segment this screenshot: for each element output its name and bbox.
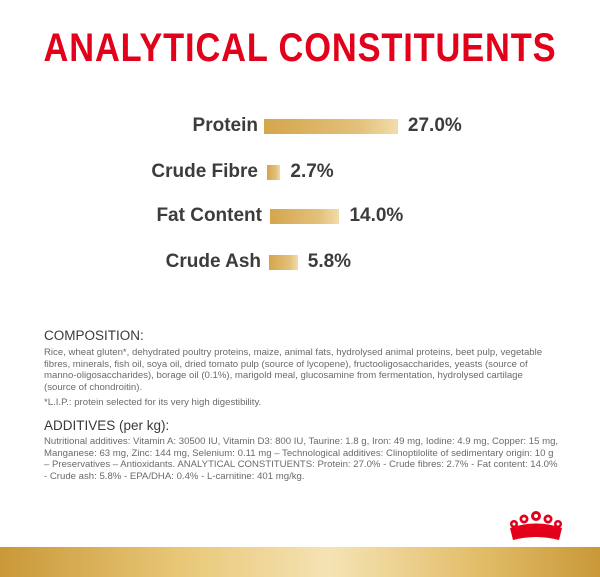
band-divider — [0, 543, 600, 547]
gold-band — [0, 547, 600, 577]
additives-line: – Preservatives – Antioxidants. ANALYTICAL CONSTITUENTS: Protein: 27.0% - Crude fibres: 2.7% - Fat content: 14.0% — [44, 459, 558, 471]
composition-line: Rice, wheat gluten*, dehydrated poultry proteins, maize, animal fats, hydrolysed animal proteins, beet pulp, vegetable — [44, 347, 543, 358]
constituent-label: Protein — [192, 115, 258, 136]
constituent-row-crude-fibre — [0, 157, 600, 187]
composition-line: (source of chondroitin). — [44, 381, 143, 393]
additives-text — [44, 436, 568, 482]
constituent-value: 14.0% — [349, 205, 404, 226]
constituent-value: 5.8% — [307, 251, 352, 272]
composition-line: manno-oligosaccharides), borage oil (0.1%), marigold meal, glucosamine from fermentation, hydrolysed cartilage — [44, 370, 523, 382]
additives-line: Manganese: 63 mg, Zinc: 144 mg, Selenium: 0.11 mg – Technological additives: Clinoptilolite of sedimentary origin: 10 g — [44, 447, 554, 459]
constituent-label: Crude Ash — [165, 251, 261, 272]
constituent-value: 27.0% — [407, 115, 462, 136]
constituent-row-crude-ash — [0, 247, 600, 277]
additives-line: - Crude ash: 5.8% - EPA/DHA: 0.4% - L-carnitine: 401 mg/kg. — [44, 470, 305, 482]
constituent-row-protein — [0, 111, 600, 141]
constituent-bar — [269, 255, 298, 270]
royal-canin-crown-icon — [506, 510, 566, 542]
constituent-label: Fat Content — [156, 205, 262, 226]
composition-line: fibres, minerals, fish oil, soya oil, dried tomato pulp (source of lycopene), fructooligosaccharides, yeasts (source of — [44, 358, 528, 370]
composition-heading: COMPOSITION: — [44, 328, 144, 343]
constituent-value: 2.7% — [290, 161, 334, 182]
constituent-label: Crude Fibre — [151, 161, 258, 182]
constituent-bar — [270, 209, 339, 224]
page-title: ANALYTICAL CONSTITUENTS — [43, 26, 557, 70]
composition-text — [44, 347, 568, 409]
constituent-bar — [267, 165, 280, 180]
additives-line: Nutritional additives: Vitamin A: 30500 IU, Vitamin D3: 800 IU, Taurine: 1.8 g, Iron: 49 mg, Iodine: 4.9 mg, Copper: 15 mg, — [44, 436, 559, 447]
additives-heading: ADDITIVES (per kg): — [44, 418, 170, 433]
composition-footnote: *L.I.P.: protein selected for its very high digestibility. — [44, 397, 262, 409]
constituent-bar — [264, 119, 398, 134]
constituent-row-fat-content — [0, 201, 600, 231]
